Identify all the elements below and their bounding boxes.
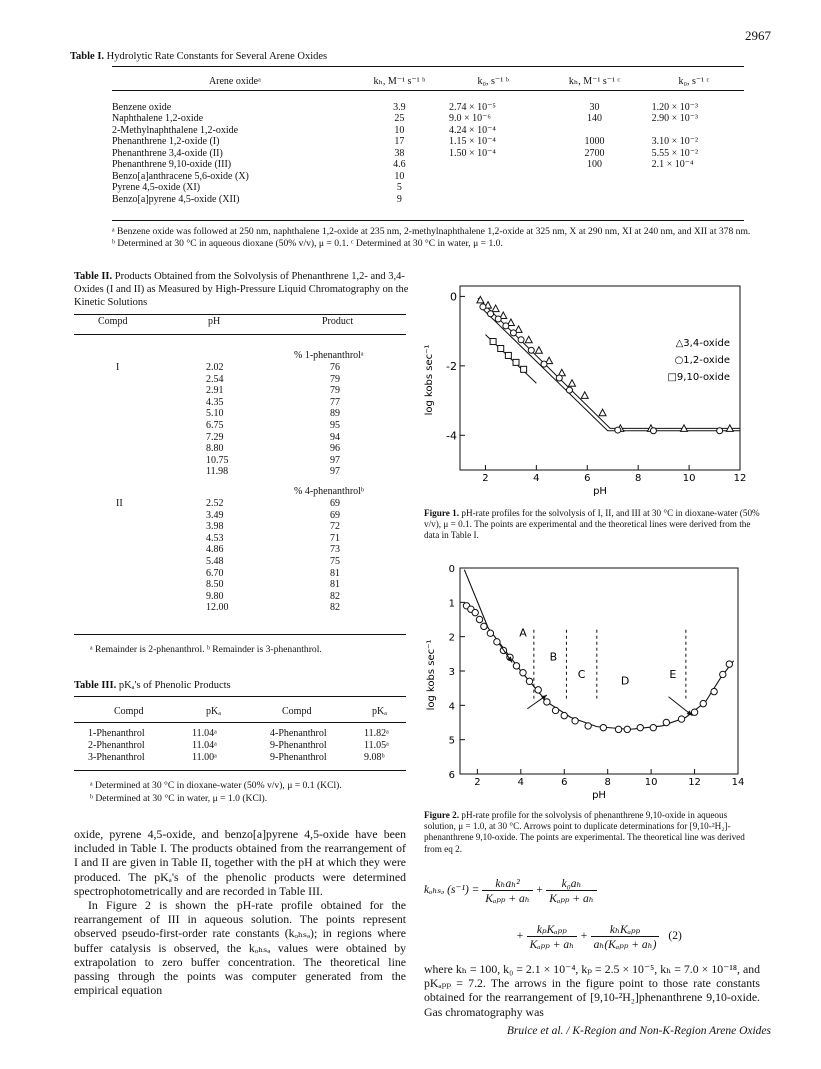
figure1-point-3-4-oxide (525, 336, 532, 343)
table2-product-value: 82 (330, 590, 340, 602)
table2-ph-value: 11.98 (206, 466, 229, 478)
table1-header-4: k₀, s⁻¹ ᶜ (678, 76, 710, 87)
table1-cell: 140 (586, 113, 602, 124)
table1-header-rule (112, 90, 744, 91)
table2-product-value: 79 (330, 385, 340, 397)
page-number: 2967 (745, 28, 771, 43)
figure1-legend-item: ○1,2-oxide (674, 355, 730, 366)
figure1-point-3-4-oxide (535, 347, 542, 354)
table2-ph-value: 6.70 (206, 567, 224, 579)
table1-cell: 2.74 × 10⁻⁵ (449, 101, 496, 113)
table2-header-product: Product (322, 316, 354, 327)
table1-cell (545, 125, 643, 137)
figure1-point-1-2-oxide (503, 323, 509, 329)
figure2-region-label: A (519, 626, 527, 640)
table1-cell: Phenanthrene 1,2-oxide (I) (112, 136, 220, 147)
table3-body (74, 728, 406, 768)
figure2-point (691, 709, 697, 715)
table3-cell: 9-Phenanthrol (270, 752, 327, 763)
figure2-point (585, 723, 591, 729)
figure2-point (678, 716, 684, 722)
eq-term1-den: Kₐₚₚ + aₕ (485, 893, 530, 905)
table1-cell: 5.55 × 10⁻² (651, 147, 699, 159)
figure1-point-1-2-oxide (528, 347, 534, 353)
table1-top-rule (112, 66, 744, 67)
table1-row (112, 159, 744, 171)
table3-header-compd1: Compd (114, 706, 144, 717)
table1-cell: 3.9 (393, 101, 406, 113)
figure1-x-axis-label: pH (593, 486, 607, 497)
table1-row (112, 148, 744, 160)
figure1-point-1-2-oxide (717, 428, 723, 434)
table1-caption (70, 50, 770, 63)
figure2-x-tick-label: 14 (731, 777, 745, 788)
table1-footnote: ᵃ Benzene oxide was followed at 250 nm, naphthalene 1,2-oxide at 235 nm, 2-methylnaphthalene 1,2-oxide at 325 nm, X at 290 nm, XI at 240 nm, and XII at 378 nm. ᵇ Determined at 30 °C in aqueous dioxane (50% v/v), μ = 0.1. ᶜ Determined at 30 °C in water, μ = 1.0. (112, 226, 751, 249)
figure2-point (526, 678, 532, 684)
table1-cell (441, 159, 545, 171)
table2-ph-value: 2.91 (206, 385, 224, 397)
figure1-legend-item: △3,4-oxide (675, 338, 730, 349)
table2-header-ph: pH (208, 316, 221, 327)
table1-cell: 2-Methylnaphthalene 1,2-oxide (112, 124, 239, 136)
figure2-point (600, 724, 606, 730)
figure2-caption-label: Figure 2. (424, 810, 460, 820)
eq-term4-den: aₕ(Kₐₚₚ + aₕ) (593, 939, 657, 951)
table2-product-value: 81 (330, 567, 340, 579)
figure2-point (561, 712, 567, 718)
table1-cell: Benzo[a]anthracene 5,6-oxide (X) (112, 170, 249, 182)
table3-footnote-b: ᵇ Determined at 30 °C in water, μ = 1.0 (KCl). (90, 793, 268, 804)
table2-product-value: 79 (330, 373, 340, 385)
table1-header-2: k₀, s⁻¹ ᵇ (477, 76, 509, 87)
figure2-frame (460, 568, 738, 774)
figure2-point (472, 609, 478, 615)
figure2-point (726, 661, 732, 667)
table3-caption (74, 679, 231, 692)
table1-cell: 2.90 × 10⁻³ (651, 113, 699, 124)
figure1-x-tick-label: 8 (634, 473, 642, 484)
table1-cell (644, 125, 744, 137)
table1-cell (644, 171, 744, 183)
figure1-point-1-2-oxide (650, 428, 656, 434)
figure2-x-tick-label: 12 (688, 777, 701, 788)
table1-title: Hydrolytic Rate Constants for Several Arene Oxides (106, 51, 328, 62)
table1-cell (545, 171, 643, 183)
table1-row (112, 113, 744, 125)
table1-cell: 25 (394, 113, 405, 124)
table2-title: Products Obtained from the Solvolysis of Phenanthrene 1,2- and 3,4-Oxides (I and II) as Measured by High-Pressure Liquid Chromatography on the Kinetic Solutions (74, 271, 409, 308)
figure1-point-9-10-oxide (521, 366, 527, 372)
table1-cell: 4.6 (393, 159, 406, 170)
table3-header-pka1: pKₐ (206, 706, 221, 717)
table2-ph-value: 12.00 (206, 602, 229, 614)
table1-row (112, 171, 744, 183)
figure1-point-1-2-oxide (510, 330, 516, 336)
figure1-point-3-4-oxide (569, 380, 576, 387)
table3-label: Table III. (74, 680, 117, 691)
table1-cell: Pyrene 4,5-oxide (XI) (112, 182, 201, 193)
table3-cell: 9-Phenanthrol (270, 740, 327, 751)
table1-cell: 1.15 × 10⁻⁴ (449, 136, 496, 147)
figure2-point (615, 726, 621, 732)
figure2-x-tick-label: 2 (474, 777, 481, 788)
table2-product-value: 77 (330, 396, 340, 408)
figure1-point-3-4-oxide (477, 296, 484, 303)
table1-cell: Phenanthrene 3,4-oxide (II) (112, 147, 223, 159)
figure2-region-label: B (549, 650, 558, 664)
table2-product-value: 89 (330, 408, 340, 420)
table2-ph-value: 8.80 (206, 443, 224, 455)
table2-ph-value: 3.49 (206, 509, 224, 521)
table2-product-header: % 4-phenanthrolᵇ (294, 486, 365, 497)
table3-bottom-rule (74, 770, 406, 771)
figure2-region-label: D (620, 674, 630, 688)
table2-ph-value: 4.86 (206, 544, 224, 556)
figure1-point-1-2-oxide (480, 304, 486, 310)
figure2-point (572, 718, 578, 724)
table1-cell: 5 (396, 182, 402, 193)
figure2-point (487, 630, 493, 636)
table1-cell: 1.20 × 10⁻³ (651, 101, 699, 113)
figure2-region-label: E (669, 667, 677, 681)
figure2-y-tick-label: 5 (448, 735, 455, 747)
table2-product-value: 73 (330, 544, 340, 556)
table3-header-rule (74, 722, 406, 723)
figure2-chart (420, 560, 750, 800)
figure1-y-tick-label: -2 (446, 359, 457, 373)
figure2-caption-text: pH-rate profile for the solvolysis of phenanthrene 9,10-oxide in aqueous solution, μ = 1.0, at 30 °C. Arrows point to duplicate determinations for [9,10-²H₂]-phenanthrene 9,10-oxide. The points are experimental. The theoretical line was derived from eq 2. (424, 810, 745, 854)
table1-header-3: kₕ, M⁻¹ s⁻¹ ᶜ (568, 76, 621, 87)
table1-header-0: Arene oxideᵃ (208, 76, 261, 87)
table2-product-value: 75 (330, 556, 340, 567)
figure2-point (513, 663, 519, 669)
figure2-y-tick-label: 4 (448, 701, 455, 713)
table2-product-value: 72 (330, 521, 340, 533)
table1-label: Table I. (70, 51, 105, 62)
figure2-point (624, 726, 630, 732)
equation-lhs: kₒₕₛₔ (s⁻¹) = (424, 884, 480, 897)
table2-product-value: 97 (330, 466, 340, 478)
figure1-point-1-2-oxide (495, 316, 501, 322)
table2-product-value: 76 (330, 362, 340, 373)
figure2-point (535, 687, 541, 693)
table1-cell (441, 182, 545, 194)
table3-cell: 3-Phenanthrol (88, 752, 145, 763)
figure2-x-tick-label: 4 (517, 777, 524, 788)
figure1-x-tick-label: 6 (584, 473, 591, 484)
figure2-y-axis-label: log kobs sec⁻¹ (426, 639, 437, 711)
table1-cell: 30 (589, 101, 600, 113)
table1-cell: Naphthalene 1,2-oxide (112, 113, 204, 124)
figure2-point (700, 700, 706, 706)
table3-title: pKₐ's of Phenolic Products (118, 680, 231, 691)
figure1-x-tick-label: 12 (733, 473, 747, 484)
table2-product-value: 96 (330, 443, 340, 455)
figure1-point-1-2-oxide (541, 361, 547, 367)
table3-cell: 11.82ᵃ (364, 728, 389, 739)
figure1-point-3-4-oxide (581, 392, 588, 399)
table2-ph-value: 4.53 (206, 532, 224, 544)
figure2-point (650, 724, 656, 730)
figure2-point (476, 616, 482, 622)
table3-footnote-a: ᵃ Determined at 30 °C in dioxane-water (50% v/v), μ = 0.1 (KCl). (90, 780, 342, 791)
table2-ph-value: 5.10 (206, 408, 224, 420)
figure2-x-tick-label: 6 (561, 777, 568, 788)
table3-cell: 11.04ᵃ (192, 740, 217, 751)
figure2-x-tick-label: 8 (604, 777, 611, 788)
figure2-x-axis-label: pH (592, 790, 606, 800)
table2-product-value: 95 (330, 420, 340, 431)
table1-row (112, 136, 744, 148)
figure2-region-label: C (577, 667, 586, 681)
table2-ph-value: 2.54 (206, 373, 224, 385)
figure1-point-1-2-oxide (566, 387, 572, 393)
table2-product-header: % 1-phenanthrolᵃ (294, 350, 364, 361)
table2-ph-value: 4.35 (206, 396, 224, 408)
table3-header-pka2: pKₐ (372, 706, 387, 717)
table3-cell: 2-Phenanthrol (88, 740, 145, 751)
figure2-y-tick-label: 2 (448, 632, 455, 644)
figure1-x-tick-label: 10 (682, 473, 696, 484)
table1-cell: Benzo[a]pyrene 4,5-oxide (XII) (112, 193, 240, 205)
table3-header-compd2: Compd (282, 706, 312, 717)
eq-term2-num: k₀aₕ (546, 876, 596, 891)
table1-cell (441, 171, 545, 183)
table2-header-rule (74, 334, 406, 335)
table1-cell: Phenanthrene 9,10-oxide (III) (112, 159, 232, 170)
table2-ph-value: 3.98 (206, 521, 224, 533)
table2-top-rule (74, 314, 406, 315)
body-left-para-2: In Figure 2 is shown the pH-rate profile obtained for the rearrangement of III in aqueous solution. The points represent observed pseudo-first-order rate constants (kₒₕₛₔ); in regions where buffer catalysis is observed, the kₒₕₛₔ values were obtained by extrapolation to zero buffer concentration. The theoretical line passing through the points was computer generated from the empirical equation (74, 898, 406, 998)
table2-product-value: 81 (330, 579, 340, 591)
table1-row (112, 125, 744, 137)
figure2-point (720, 671, 726, 677)
table2-bottom-rule (74, 634, 406, 635)
table2-ph-value: 2.52 (206, 498, 224, 509)
figure1-y-tick-label: -4 (446, 429, 457, 443)
body-left (74, 827, 406, 997)
table3-cell: 11.05ᵃ (364, 740, 389, 751)
table2-product-value: 94 (330, 431, 340, 443)
table1-cell: 3.10 × 10⁻² (651, 136, 699, 147)
table3-cell: 1-Phenanthrol (88, 728, 145, 739)
table1-cell (644, 194, 744, 206)
eq-term4-num: kₕKₐₚₚ (591, 922, 660, 937)
table1-cell: 1000 (584, 136, 605, 147)
figure1-point-9-10-oxide (513, 359, 519, 365)
table1-header-1: kₕ, M⁻¹ s⁻¹ ᵇ (373, 76, 426, 87)
eq-term2-den: Kₐₚₚ + aₕ (549, 893, 594, 905)
figure1-point-1-2-oxide (556, 375, 562, 381)
figure1-point-9-10-oxide (498, 345, 504, 351)
body-left-para-1: oxide, pyrene 4,5-oxide, and benzo[a]pyrene 4,5-oxide have been included in Table I. The products obtained from the rearrangement of I and II are given in Table II, together with the pH at which they were produced. The pKₐ's of the phenolic products were determined spectrophotometrically and are recorded in Table III. (74, 827, 406, 898)
table2-compd: I (116, 362, 120, 373)
table1-cell: 9 (396, 193, 402, 205)
figure1-legend-item: □9,10-oxide (667, 372, 730, 383)
equation-number: (2) (668, 930, 682, 943)
figure1-caption-label: Figure 1. (424, 508, 460, 518)
table1-cell: 2.1 × 10⁻⁴ (651, 159, 694, 170)
figure1-point-1-2-oxide (615, 427, 621, 433)
table1-cell: 100 (586, 159, 602, 170)
table2-product-value: 69 (330, 509, 340, 521)
table2-compd: II (116, 498, 123, 509)
table1-header-row (112, 76, 744, 96)
table1-cell (545, 194, 643, 206)
table1-bottom-rule (112, 220, 744, 221)
figure1-point-9-10-oxide (490, 339, 496, 345)
table2-product-value: 69 (330, 498, 340, 509)
table2-body (74, 350, 406, 636)
table3-top-rule (74, 696, 406, 697)
figure2-y-tick-label: 6 (448, 770, 455, 781)
table2-ph-value: 7.29 (206, 431, 224, 443)
table1-cell: 17 (394, 136, 405, 147)
figure1-point-1-2-oxide (488, 311, 494, 317)
table1-cell: 1.50 × 10⁻⁴ (449, 147, 496, 159)
figure2-y-tick-label: 3 (448, 667, 455, 678)
table3-cell: 9.08ᵇ (364, 752, 385, 763)
table1-cell (545, 182, 643, 194)
figure1-x-tick-label: 2 (482, 473, 489, 484)
table2-ph-value: 9.80 (206, 590, 224, 602)
table3-cell: 11.04ᵃ (192, 728, 217, 739)
figure2-point (663, 719, 669, 725)
eq-term1-num: kₕaₕ² (482, 876, 532, 891)
figure1-x-tick-label: 4 (533, 473, 540, 484)
figure2-y-tick-label: 0 (448, 564, 455, 575)
table1-cell: 10 (394, 124, 405, 136)
table1-cell: 9.0 × 10⁻⁶ (449, 113, 491, 124)
figure2-point (544, 699, 550, 705)
figure1-caption (424, 508, 760, 542)
figure2-caption (424, 810, 760, 855)
table1 (112, 76, 744, 205)
table2-product-value: 82 (330, 602, 340, 614)
table2-ph-value: 2.02 (206, 362, 224, 373)
table1-cell: 10 (394, 170, 405, 182)
table1-body (112, 96, 744, 206)
table1-row (112, 182, 744, 194)
figure2-point (552, 707, 558, 713)
table2-ph-value: 8.50 (206, 579, 224, 591)
table1-cell: 4.24 × 10⁻⁴ (449, 124, 496, 136)
figure1-chart (420, 282, 750, 504)
table1-cell: Benzene oxide (112, 101, 172, 113)
body-right: where kₕ = 100, k₀ = 2.1 × 10⁻⁴, kₚ = 2.5 × 10⁻⁵, kₕ = 7.0 × 10⁻¹⁸, and pKₐₚₚ = 7.2. The arrows in the figure point to those rate constants obtained for the rearrangement of [9,10-²H₂]phenanthrene 9,10-oxide. Gas chromatography was (424, 962, 760, 1019)
figure1-point-9-10-oxide (505, 352, 511, 358)
table2-ph-value: 10.75 (206, 454, 229, 466)
table3-cell: 11.00ᵃ (192, 752, 217, 763)
equation-2: kₒₕₛₔ (s⁻¹) = $\frac{\text{kₕaₕ²}}{\text{Kₐₚₚ + aₕ}}$ + $\frac{\text{k₀aₕ}}{\text{Kₐₚₚ + aₕ}}$ + $\frac{\text{kₚKₐₚₚ}}{\text{Kₐₚₚ + aₕ}}$ + $\frac{\text{kₕKₐₚₚ}}{\text{aₕ(Kₐₚₚ + aₕ)}}$ (2) (424, 878, 682, 951)
figure2-y-tick-label: 1 (448, 598, 455, 610)
table2-header-compd: Compd (98, 316, 128, 327)
figure2-x-tick-label: 10 (644, 777, 658, 788)
table3-cell: 4-Phenanthrol (270, 728, 327, 739)
figure1-y-axis-label: log kobs sec⁻¹ (424, 344, 435, 416)
figure1-point-1-2-oxide (518, 337, 524, 343)
figure1-point-3-4-oxide (599, 409, 606, 416)
figure2-point (711, 688, 717, 694)
eq-term3-den: Kₐₚₚ + aₕ (529, 939, 575, 951)
table2-ph-value: 5.48 (206, 556, 224, 567)
table2-caption (74, 270, 410, 309)
figure2-point (637, 724, 643, 730)
table2-label: Table II. (74, 271, 113, 282)
figure1-caption-text: pH-rate profiles for the solvolysis of I, II, and III at 30 °C in dioxane-water (50% v/v), μ = 0.1. The points are experimental and the theoretical lines were derived from the data in Table I. (424, 508, 760, 541)
figure2-point (520, 670, 526, 676)
table2-ph-value: 6.75 (206, 420, 224, 431)
table1-cell (644, 182, 744, 194)
table2-product-value: 71 (330, 532, 340, 544)
table2-footnote: ᵃ Remainder is 2-phenanthrol. ᵇ Remainder is 3-phenanthrol. (90, 644, 322, 655)
figure1-theory-line-1-2 (480, 307, 740, 431)
table2-product-value: 97 (330, 454, 340, 466)
table1-row (112, 194, 744, 206)
figure2-point (481, 623, 487, 629)
table1-cell (441, 194, 545, 206)
table1-cell: 2700 (584, 147, 605, 159)
table1-row (112, 96, 744, 114)
page-footer: Bruice et al. / K-Region and Non-K-Region Arene Oxides (506, 1025, 771, 1037)
eq-term3-num: kₚKₐₚₚ (527, 922, 577, 937)
figure1-y-tick-label: 0 (450, 290, 457, 304)
figure1-point-3-4-oxide (492, 305, 499, 312)
table1-cell: 38 (394, 147, 405, 159)
